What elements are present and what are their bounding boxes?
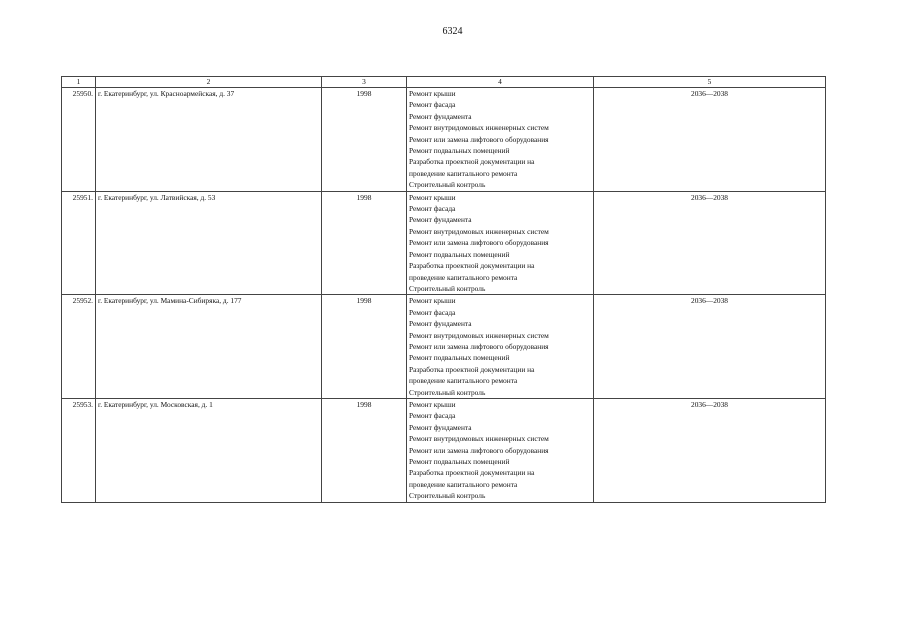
- repair-work-item: Ремонт фасада: [409, 204, 456, 214]
- repair-work-item: Ремонт фундамента: [409, 422, 472, 432]
- column-header-3: 3: [322, 77, 407, 88]
- repair-work-item: проведение капитального ремонта: [409, 272, 518, 282]
- table-row: [62, 88, 826, 192]
- repair-work-item: Строительный контроль: [409, 387, 486, 397]
- repair-work-item: Строительный контроль: [409, 491, 486, 501]
- repair-work-item: Ремонт внутридомовых инженерных систем: [409, 226, 549, 236]
- column-number-row: [62, 77, 826, 88]
- building-address: г. Екатеринбург, ул. Латвийская, д. 53: [96, 191, 322, 295]
- table-row: [62, 398, 826, 502]
- repair-work-item: Ремонт внутридомовых инженерных систем: [409, 330, 549, 340]
- housing-repair-table: [61, 76, 826, 503]
- repair-period: 2036—2038: [594, 398, 826, 502]
- repair-work-item: Ремонт фундамента: [409, 111, 472, 121]
- column-header-5: 5: [594, 77, 826, 88]
- repair-work-item: Разработка проектной документации на: [409, 261, 535, 271]
- row-number: 25951.: [62, 191, 96, 295]
- column-header-4: 4: [407, 77, 594, 88]
- row-number: 25953.: [62, 398, 96, 502]
- row-number: 25952.: [62, 295, 96, 399]
- row-number: 25950.: [62, 88, 96, 192]
- repair-works-list: [407, 88, 594, 192]
- repair-work-item: Разработка проектной документации на: [409, 468, 535, 478]
- repair-work-item: Ремонт или замена лифтового оборудования: [409, 445, 549, 455]
- repair-work-item: Ремонт фундамента: [409, 215, 472, 225]
- repair-work-item: Ремонт фасада: [409, 100, 456, 110]
- repair-work-item: Ремонт крыши: [409, 89, 456, 98]
- commission-year: 1998: [322, 88, 407, 192]
- repair-work-item: проведение капитального ремонта: [409, 376, 518, 386]
- repair-work-item: Ремонт крыши: [409, 296, 456, 306]
- commission-year: 1998: [322, 191, 407, 295]
- repair-work-item: Ремонт подвальных помещений: [409, 249, 510, 259]
- commission-year: 1998: [322, 398, 407, 502]
- repair-work-item: Ремонт или замена лифтового оборудования: [409, 134, 549, 144]
- repair-work-item: Ремонт фасада: [409, 307, 456, 317]
- repair-work-item: Ремонт внутридомовых инженерных систем: [409, 434, 549, 444]
- repair-period: 2036—2038: [594, 88, 826, 192]
- repair-work-item: Ремонт или замена лифтового оборудования: [409, 238, 549, 248]
- repair-period: 2036—2038: [594, 295, 826, 399]
- repair-work-item: Ремонт фасада: [409, 411, 456, 421]
- repair-work-item: Ремонт подвальных помещений: [409, 457, 510, 466]
- repair-work-item: Ремонт крыши: [409, 192, 456, 202]
- repair-work-item: Ремонт подвальных помещений: [409, 353, 510, 363]
- repair-works-list: [407, 398, 594, 502]
- repair-work-item: Ремонт фундамента: [409, 319, 472, 329]
- repair-work-item: проведение капитального ремонта: [409, 168, 518, 178]
- table-row: [62, 191, 826, 295]
- column-header-1: 1: [62, 77, 96, 88]
- building-address: г. Екатеринбург, ул. Московская, д. 1: [96, 398, 322, 502]
- repair-work-item: Ремонт внутридомовых инженерных систем: [409, 123, 549, 133]
- repair-work-item: Строительный контроль: [409, 180, 486, 190]
- building-address: г. Екатеринбург, ул. Мамина-Сибиряка, д. 177: [96, 295, 322, 399]
- commission-year: 1998: [322, 295, 407, 399]
- repair-work-item: Ремонт подвальных помещений: [409, 146, 510, 156]
- building-address: г. Екатеринбург, ул. Красноармейская, д. 37: [96, 88, 322, 192]
- repair-work-item: проведение капитального ремонта: [409, 479, 518, 489]
- page-number: 6324: [442, 26, 463, 37]
- column-header-2: 2: [96, 77, 322, 88]
- repair-work-item: Ремонт или замена лифтового оборудования: [409, 341, 549, 351]
- repair-works-list: [407, 295, 594, 399]
- table-row: [62, 295, 826, 399]
- repair-works-list: [407, 191, 594, 295]
- repair-work-item: Ремонт крыши: [409, 399, 456, 409]
- repair-work-item: Разработка проектной документации на: [409, 364, 535, 374]
- repair-work-item: Строительный контроль: [409, 283, 486, 293]
- repair-period: 2036—2038: [594, 191, 826, 295]
- repair-work-item: Разработка проектной документации на: [409, 157, 535, 167]
